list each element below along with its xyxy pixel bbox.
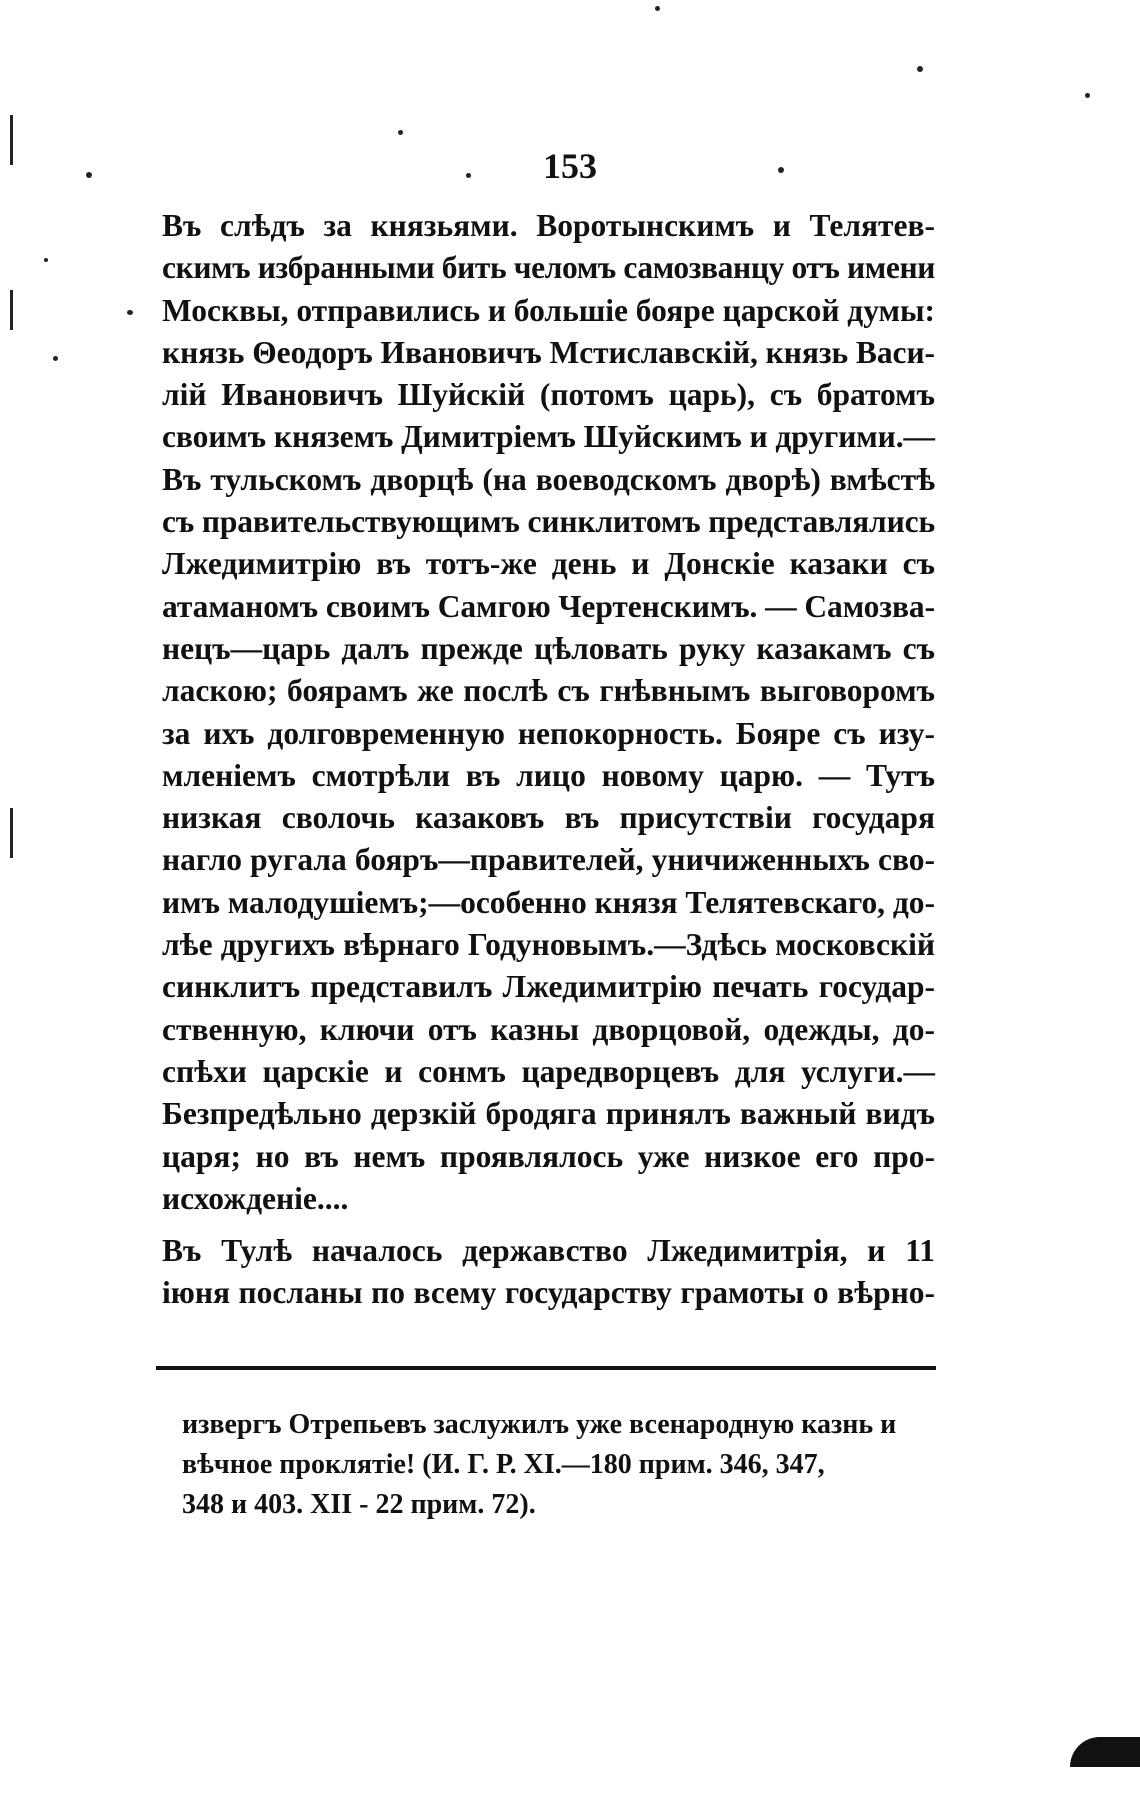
scan-margin-mark xyxy=(10,808,13,858)
scan-speck xyxy=(127,310,133,315)
text-line: Москвы, отправились и большіе бояре царской думы: xyxy=(162,292,935,328)
text-line: мленіемъ смотрѣли въ лицо новому царю. — Тутъ xyxy=(162,757,935,793)
text-line: синклитъ представилъ Лжедимитрію печать государ- xyxy=(162,969,935,1005)
text-line: атаманомъ своимъ Самгою Чертенскимъ. — Самозва- xyxy=(162,588,935,624)
text-line: Въ слѣдъ за князьями. Воротынскимъ и Телятев- xyxy=(162,208,935,243)
text-line: исхожденіе.... xyxy=(162,1180,349,1216)
scan-speck xyxy=(398,130,403,135)
scan-corner-mark xyxy=(1070,1737,1140,1767)
text-line: ласкою; боярамъ же послѣ съ гнѣвнымъ выговоромъ xyxy=(162,673,935,709)
text-line: лѣе другихъ вѣрнаго Годуновымъ.—Здѣсь московскій xyxy=(162,927,935,963)
text-line: спѣхи царскіе и сонмъ царедворцевъ для услуги.— xyxy=(162,1053,935,1089)
main-text xyxy=(162,205,935,1315)
scan-margin-mark xyxy=(10,290,13,330)
text-line: имъ малодушіемъ;—особенно князя Телятевскаго, до- xyxy=(162,884,935,920)
scan-speck xyxy=(917,66,923,72)
page-number: 153 xyxy=(543,146,597,186)
text-line: лій Ивановичъ Шуйскій (потомъ царь), съ братомъ xyxy=(162,377,935,413)
scan-speck xyxy=(44,258,48,262)
text-line: Въ тульскомъ дворцѣ (на воеводскомъ дворѣ) вмѣстѣ xyxy=(162,461,935,497)
scan-speck xyxy=(1085,93,1090,98)
text-line: Безпредѣльно дерзкій бродяга принялъ важный видъ xyxy=(162,1096,935,1132)
text-line: Лжедимитрію въ тотъ-же день и Донскіе казаки съ xyxy=(162,546,935,582)
scan-speck xyxy=(53,356,58,361)
text-line: нагло ругала бояръ—правителей, уничиженныхъ сво- xyxy=(162,842,935,878)
footnote-divider xyxy=(156,1366,936,1370)
text-line: скимъ избранными бить челомъ самозванцу отъ имени xyxy=(162,250,935,286)
text-line: своимъ княземъ Димитріемъ Шуйскимъ и другими.— xyxy=(162,419,935,455)
footnote-line: 348 и 403. XII - 22 прим. 72). xyxy=(182,1489,536,1520)
text-line: нецъ—царь далъ прежде цѣловать руку казакамъ съ xyxy=(162,630,935,666)
text-line: князь Θеодоръ Ивановичъ Мстиславскій, князь Васи- xyxy=(162,334,935,370)
scan-speck xyxy=(655,6,660,11)
text-line: за ихъ долговременную непокорность. Бояре съ изу- xyxy=(162,715,935,751)
text-line: съ правительствующимъ синклитомъ представлялись xyxy=(162,504,935,540)
text-line: ственную, ключи отъ казны дворцовой, одежды, до- xyxy=(162,1011,935,1047)
text-line: царя; но въ немъ проявлялось уже низкое его про- xyxy=(162,1138,935,1174)
footnote-line: извергъ Отрепьевъ заслужилъ уже всенародную казнь и xyxy=(182,1409,897,1440)
text-line: Въ Тулѣ началось державство Лжедимитрія, и 11 xyxy=(162,1233,935,1269)
text-line: низкая сволочь казаковъ въ присутствіи государя xyxy=(162,800,935,836)
footnote xyxy=(182,1405,936,1525)
text-line: іюня посланы по всему государству грамоты о вѣрно- xyxy=(162,1275,935,1311)
footnote-line: вѣчное проклятіе! (И. Г. Р. XI.—180 прим. 346, 347, xyxy=(182,1449,825,1480)
